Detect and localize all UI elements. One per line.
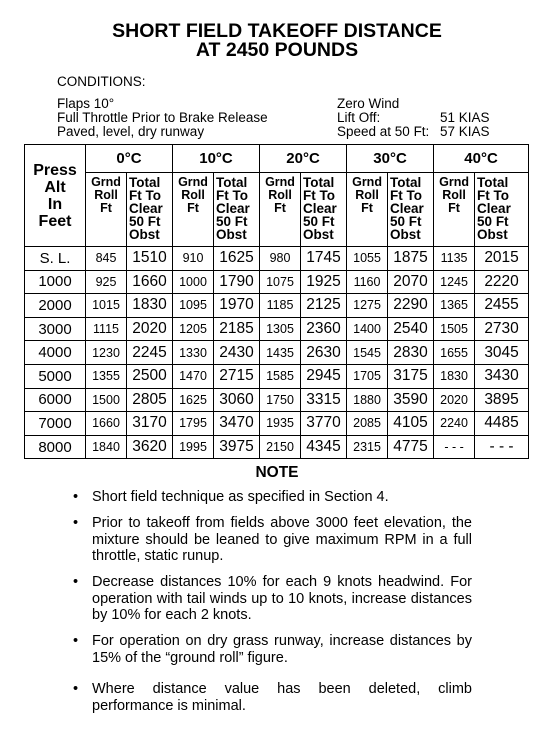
total-distance-cell: 1830: [127, 294, 173, 318]
total-distance-header-line: Obst: [216, 227, 247, 242]
total-distance-header-line: 50 Ft: [216, 214, 248, 229]
total-distance-cell: 2430: [214, 341, 260, 365]
total-distance-header-line: Total: [216, 175, 248, 190]
ground-roll-cell: 1705: [347, 364, 388, 388]
total-distance-cell: 3895: [475, 388, 529, 412]
altitude-cell: 8000: [25, 435, 86, 459]
total-distance-header-line: Ft To: [390, 188, 423, 203]
ground-roll-cell: 1830: [434, 364, 475, 388]
total-distance-header-line: Clear: [216, 201, 250, 216]
altitude-cell: S. L.: [25, 247, 86, 271]
total-distance-cell: - - -: [475, 435, 529, 459]
note-item: [70, 681, 472, 714]
note-item: [70, 633, 472, 666]
bullet-icon: •: [73, 489, 79, 505]
total-distance-cell: 2245: [127, 341, 173, 365]
ground-roll-header: [260, 173, 301, 247]
table-row: [25, 364, 529, 388]
condition-flaps: Flaps 10°: [57, 96, 115, 111]
ground-roll-header-line: Ft: [187, 201, 199, 215]
total-distance-header-line: Clear: [129, 201, 163, 216]
total-distance-cell: 3470: [214, 412, 260, 436]
total-distance-header-line: 50 Ft: [129, 214, 161, 229]
total-distance-header-line: Clear: [303, 201, 337, 216]
ground-roll-cell: 1660: [86, 412, 127, 436]
total-distance-cell: 2455: [475, 294, 529, 318]
table-row: [25, 247, 529, 271]
total-distance-cell: 2360: [301, 317, 347, 341]
ground-roll-header: [434, 173, 475, 247]
table-row: [25, 412, 529, 436]
note-text: Prior to takeoff from fields above 3000 feet elevation, the mixture should be leaned to give maximum RPM in a full throttle, static runup.: [92, 515, 472, 564]
note-item: [70, 515, 472, 565]
total-distance-header-line: Ft To: [477, 188, 510, 203]
ground-roll-header: [173, 173, 214, 247]
ground-roll-cell: 1435: [260, 341, 301, 365]
total-distance-cell: 1875: [388, 247, 434, 271]
ground-roll-header: [347, 173, 388, 247]
note-text: Short field technique as specified in Section 4.: [92, 489, 389, 505]
ground-roll-cell: 980: [260, 247, 301, 271]
ground-roll-cell: 845: [86, 247, 127, 271]
total-distance-cell: 2945: [301, 364, 347, 388]
total-distance-cell: 2220: [475, 270, 529, 294]
total-distance-header: [127, 173, 173, 247]
bullet-icon: •: [73, 515, 79, 531]
total-distance-cell: 2185: [214, 317, 260, 341]
total-distance-cell: 3175: [388, 364, 434, 388]
ground-roll-cell: 1330: [173, 341, 214, 365]
total-distance-cell: 3170: [127, 412, 173, 436]
ground-roll-cell: 1505: [434, 317, 475, 341]
ground-roll-cell: 1245: [434, 270, 475, 294]
total-distance-header: [214, 173, 260, 247]
total-distance-cell: 2805: [127, 388, 173, 412]
altitude-cell: 3000: [25, 317, 86, 341]
ground-roll-cell: 1015: [86, 294, 127, 318]
ground-roll-cell: 1230: [86, 341, 127, 365]
total-distance-header-line: 50 Ft: [477, 214, 509, 229]
note-text: Decrease distances 10% for each 9 knots headwind. For operation with tail winds up to 10 knots, increase distances by 10% for each 2 knots.: [92, 574, 472, 623]
ground-roll-cell: 910: [173, 247, 214, 271]
ground-roll-cell: 2150: [260, 435, 301, 459]
ground-roll-cell: 1880: [347, 388, 388, 412]
ground-roll-header-line: Ft: [100, 201, 112, 215]
table-row: [25, 388, 529, 412]
total-distance-cell: 3620: [127, 435, 173, 459]
ground-roll-header-line: Grnd: [265, 175, 295, 189]
ground-roll-cell: 1545: [347, 341, 388, 365]
total-distance-cell: 4105: [388, 412, 434, 436]
total-distance-cell: 4775: [388, 435, 434, 459]
total-distance-header-line: Obst: [477, 227, 508, 242]
total-distance-cell: 3770: [301, 412, 347, 436]
ground-roll-cell: 1185: [260, 294, 301, 318]
ground-roll-header-line: Roll: [181, 188, 205, 202]
condition-wind: Zero Wind: [337, 96, 400, 111]
ground-roll-cell: 1750: [260, 388, 301, 412]
total-distance-cell: 2500: [127, 364, 173, 388]
total-distance-header-line: Ft To: [129, 188, 161, 203]
note-item: [70, 489, 472, 506]
table-row: [25, 317, 529, 341]
total-distance-header-line: Total: [390, 175, 422, 190]
bullet-icon: •: [73, 574, 79, 590]
bullet-icon: •: [73, 681, 79, 697]
ground-roll-cell: 1275: [347, 294, 388, 318]
ground-roll-cell: 1095: [173, 294, 214, 318]
ground-roll-cell: 1075: [260, 270, 301, 294]
note-item: [70, 574, 472, 624]
altitude-cell: 7000: [25, 412, 86, 436]
condition-liftoff-value: 51 KIAS: [440, 110, 490, 125]
ground-roll-cell: 1935: [260, 412, 301, 436]
total-distance-cell: 3430: [475, 364, 529, 388]
ground-roll-cell: 1400: [347, 317, 388, 341]
total-distance-cell: 4345: [301, 435, 347, 459]
total-distance-cell: 1510: [127, 247, 173, 271]
total-distance-cell: 3315: [301, 388, 347, 412]
ground-roll-cell: 1115: [86, 317, 127, 341]
temp-header: 30°C: [347, 145, 434, 173]
ground-roll-cell: 2240: [434, 412, 475, 436]
condition-liftoff-label: Lift Off:: [337, 110, 381, 125]
table-row: [25, 341, 529, 365]
press-alt-line-1: Press: [33, 161, 77, 179]
total-distance-cell: 3060: [214, 388, 260, 412]
ground-roll-header-line: Roll: [94, 188, 118, 202]
ground-roll-header-line: Ft: [448, 201, 460, 215]
total-distance-cell: 3045: [475, 341, 529, 365]
press-alt-header: [25, 145, 86, 247]
ground-roll-cell: 1625: [173, 388, 214, 412]
ground-roll-cell: 1470: [173, 364, 214, 388]
temperature-header-row: [25, 145, 529, 173]
ground-roll-cell: 2085: [347, 412, 388, 436]
condition-runway: Paved, level, dry runway: [57, 124, 205, 139]
ground-roll-cell: 1135: [434, 247, 475, 271]
total-distance-cell: 4485: [475, 412, 529, 436]
table-row: [25, 270, 529, 294]
sub-header-row: [25, 173, 529, 247]
altitude-cell: 6000: [25, 388, 86, 412]
temp-header: 0°C: [86, 145, 173, 173]
total-distance-cell: 1970: [214, 294, 260, 318]
total-distance-cell: 1625: [214, 247, 260, 271]
total-distance-cell: 2125: [301, 294, 347, 318]
ground-roll-header-line: Roll: [355, 188, 379, 202]
total-distance-header-line: 50 Ft: [303, 214, 335, 229]
title-line-2: AT 2450 POUNDS: [195, 39, 359, 61]
altitude-cell: 2000: [25, 294, 86, 318]
ground-roll-cell: 1365: [434, 294, 475, 318]
ground-roll-cell: 1995: [173, 435, 214, 459]
total-distance-cell: 2715: [214, 364, 260, 388]
ground-roll-cell: 1585: [260, 364, 301, 388]
ground-roll-header-line: Grnd: [352, 175, 382, 189]
total-distance-cell: 1925: [301, 270, 347, 294]
total-distance-header-line: Obst: [129, 227, 160, 242]
ground-roll-header-line: Grnd: [178, 175, 208, 189]
altitude-cell: 5000: [25, 364, 86, 388]
bullet-icon: •: [73, 633, 79, 649]
ground-roll-header-line: Roll: [442, 188, 466, 202]
altitude-cell: 4000: [25, 341, 86, 365]
total-distance-header: [388, 173, 434, 247]
temp-header: 40°C: [434, 145, 529, 173]
note-text: Where distance value has been deleted, climb performance is minimal.: [92, 681, 472, 714]
takeoff-distance-table: [24, 144, 529, 459]
total-distance-header-line: Ft To: [303, 188, 335, 203]
total-distance-header-line: Total: [129, 175, 161, 190]
condition-speed50-value: 57 KIAS: [440, 124, 490, 139]
condition-throttle: Full Throttle Prior to Brake Release: [57, 110, 268, 125]
temp-header: 20°C: [260, 145, 347, 173]
note-heading: NOTE: [255, 464, 299, 481]
total-distance-header-line: Total: [303, 175, 335, 190]
total-distance-cell: 2830: [388, 341, 434, 365]
conditions-heading: CONDITIONS:: [57, 74, 146, 89]
total-distance-cell: 3590: [388, 388, 434, 412]
total-distance-header-line: Ft To: [216, 188, 248, 203]
total-distance-cell: 2290: [388, 294, 434, 318]
title-line-1: SHORT FIELD TAKEOFF DISTANCE: [112, 20, 442, 42]
ground-roll-cell: 925: [86, 270, 127, 294]
press-alt-line-2: Alt: [44, 178, 66, 196]
total-distance-cell: 2540: [388, 317, 434, 341]
total-distance-cell: 2730: [475, 317, 529, 341]
ground-roll-header: [86, 173, 127, 247]
ground-roll-cell: 1160: [347, 270, 388, 294]
total-distance-header-line: 50 Ft: [390, 214, 422, 229]
altitude-cell: 1000: [25, 270, 86, 294]
ground-roll-header-line: Ft: [361, 201, 373, 215]
total-distance-header: [301, 173, 347, 247]
ground-roll-header-line: Roll: [268, 188, 292, 202]
ground-roll-cell: 1655: [434, 341, 475, 365]
ground-roll-cell: 1205: [173, 317, 214, 341]
total-distance-cell: 1790: [214, 270, 260, 294]
total-distance-cell: 2070: [388, 270, 434, 294]
total-distance-header-line: Obst: [390, 227, 421, 242]
ground-roll-cell: - - -: [434, 435, 475, 459]
ground-roll-cell: 1355: [86, 364, 127, 388]
total-distance-cell: 1745: [301, 247, 347, 271]
ground-roll-header-line: Grnd: [91, 175, 121, 189]
ground-roll-cell: 1305: [260, 317, 301, 341]
ground-roll-cell: 1840: [86, 435, 127, 459]
ground-roll-header-line: Grnd: [439, 175, 469, 189]
ground-roll-cell: 1055: [347, 247, 388, 271]
ground-roll-cell: 2315: [347, 435, 388, 459]
ground-roll-cell: 1000: [173, 270, 214, 294]
total-distance-cell: 2015: [475, 247, 529, 271]
total-distance-header-line: Clear: [477, 201, 511, 216]
temp-header: 10°C: [173, 145, 260, 173]
press-alt-line-3: In: [47, 195, 63, 213]
condition-speed50-label: Speed at 50 Ft:: [337, 124, 430, 139]
total-distance-header-line: Clear: [390, 201, 424, 216]
ground-roll-cell: 1795: [173, 412, 214, 436]
total-distance-header-line: Obst: [303, 227, 334, 242]
press-alt-line-4: Feet: [38, 212, 72, 230]
total-distance-cell: 3975: [214, 435, 260, 459]
total-distance-header-line: Total: [477, 175, 509, 190]
ground-roll-header-line: Ft: [274, 201, 286, 215]
ground-roll-cell: 1500: [86, 388, 127, 412]
table-row: [25, 294, 529, 318]
ground-roll-cell: 2020: [434, 388, 475, 412]
total-distance-header: [475, 173, 529, 247]
note-text: For operation on dry grass runway, increase distances by 15% of the “ground roll” figure.: [92, 633, 472, 666]
notes-list: [70, 489, 472, 724]
table-body: [25, 247, 529, 459]
total-distance-cell: 2630: [301, 341, 347, 365]
total-distance-cell: 2020: [127, 317, 173, 341]
table-row: [25, 435, 529, 459]
total-distance-cell: 1660: [127, 270, 173, 294]
